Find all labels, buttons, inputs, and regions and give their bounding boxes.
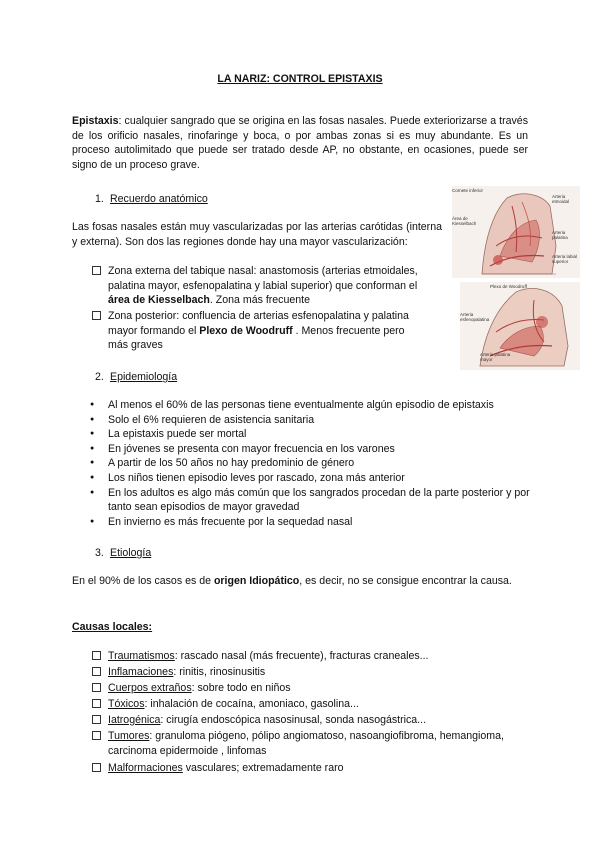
intro-paragraph [72,114,528,172]
section-1-heading: 1. Recuerdo anatómico [95,193,208,205]
cause-item: Inflamaciones: rinitis, rinosinusitis [108,666,266,678]
section-1-text: Las fosas nasales están muy vascularizadas por las arterias carótidas (interna y externa). Son dos las regiones donde hay una mayor vascularización: [72,221,442,248]
figure-label: Área de Kiesselbach [452,216,477,226]
cause-item: Iatrogénica: cirugía endoscópica nasosinusal, sonda nasogástrica... [108,714,427,726]
list-item: ● Al menos el 60% de las personas tiene eventualmente algún episodio de epistaxis [90,398,530,413]
figure-label: Cornete inferior [452,188,484,193]
idiopathic-term: origen Idiopático [213,575,300,587]
checkbox[interactable] [92,667,101,676]
section-3-heading: 3. Etiología [95,547,152,559]
woodruff-term: Plexo de Woodruff [199,324,293,337]
section-2-heading: 2. Epidemiología [95,371,178,383]
intro-text: : cualquier sangrado que se origina en las fosas nasales. Puede exteriorizarse a través de los orificio nasales, rinofaringe y boca, o por ambas zonas si es muy abundante. Es un proceso autolimitado que puede ser tratado desde AP, no obstante, en ocasiones, puede ser signo de un proceso grave. [72,115,528,171]
epistaxis-term: Epistaxis [72,115,119,127]
zone-posterior-item: Zona posterior: confluencia de arterias esfenopalatina y palatina mayor formando el Plexo de Woodruff . Menos frecuente pero más graves [108,310,409,352]
cause-item: Malformaciones vasculares; extremadamente raro [108,762,344,774]
kiesselbach-term: área de Kiesselbach [108,294,210,307]
checkbox[interactable] [92,266,101,275]
nasal-anatomy-figure-top [452,186,580,278]
checkbox[interactable] [92,715,101,724]
zone-external-item: Zona externa del tabique nasal: anastomosis (arterias etmoidales, palatina mayor, esfenopalatina y labial superior) que conforman el área de Kiesselbach. Zona más frecuente [108,265,418,307]
nasal-anatomy-figure-bottom [460,282,580,370]
list-item: ● En los adultos es algo más común que los sangrados procedan de la parte posterior y por tanto sean episodios de mayor gravedad [90,486,530,515]
nasal-lateral-wall-illustration [460,282,580,370]
section-2-title: Epidemiología [110,371,178,383]
figure-label: Arteria esfenopalatina [460,312,490,322]
causas-heading: Causas locales: [72,621,153,633]
checkbox[interactable] [92,683,101,692]
section-3-title: Etiología [110,547,152,559]
section-1-title: Recuerdo anatómico [110,193,208,205]
checkbox[interactable] [92,651,101,660]
checkbox[interactable] [92,763,101,772]
cause-item: Cuerpos extraños: sobre todo en niños [108,682,291,694]
checkbox[interactable] [92,731,101,740]
list-item: ● A partir de los 50 años no hay predominio de género [90,456,530,471]
cause-item: Tóxicos: inhalación de cocaína, amoniaco, gasolina... [108,698,359,710]
list-item: ● En jóvenes se presenta con mayor frecuencia en los varones [90,442,530,457]
figure-label: Arteria labial superior [552,254,578,264]
checkbox[interactable] [92,699,101,708]
page-title: LA NARIZ: CONTROL EPISTAXIS [217,73,383,85]
figure-label: Arteria palatina mayor [480,352,511,362]
epidemiology-list [90,398,530,529]
etiology-paragraph: En el 90% de los casos es de origen Idiopático, es decir, no se consigue encontrar la causa. [72,575,512,587]
figure-label: Plexo de Woodruff [490,284,527,289]
figure-label: Arteria etmoidal [552,194,570,204]
figure-label: Arteria palatina [552,230,568,240]
list-item: ● Los niños tienen episodio leves por rascado, zona más anterior [90,471,530,486]
checkbox[interactable] [92,311,101,320]
list-item: ● Solo el 6% requieren de asistencia sanitaria [90,413,530,428]
list-item: ● En invierno es más frecuente por la sequedad nasal [90,515,530,530]
list-item: ● La epistaxis puede ser mortal [90,427,530,442]
cause-item: Tumores: granuloma piógeno, pólipo angiomatoso, nasoangiofibroma, hemangioma, carcinoma epidermoide , linfomas [108,730,504,757]
cause-item: Traumatismos: rascado nasal (más frecuente), fracturas craneales... [108,650,429,662]
